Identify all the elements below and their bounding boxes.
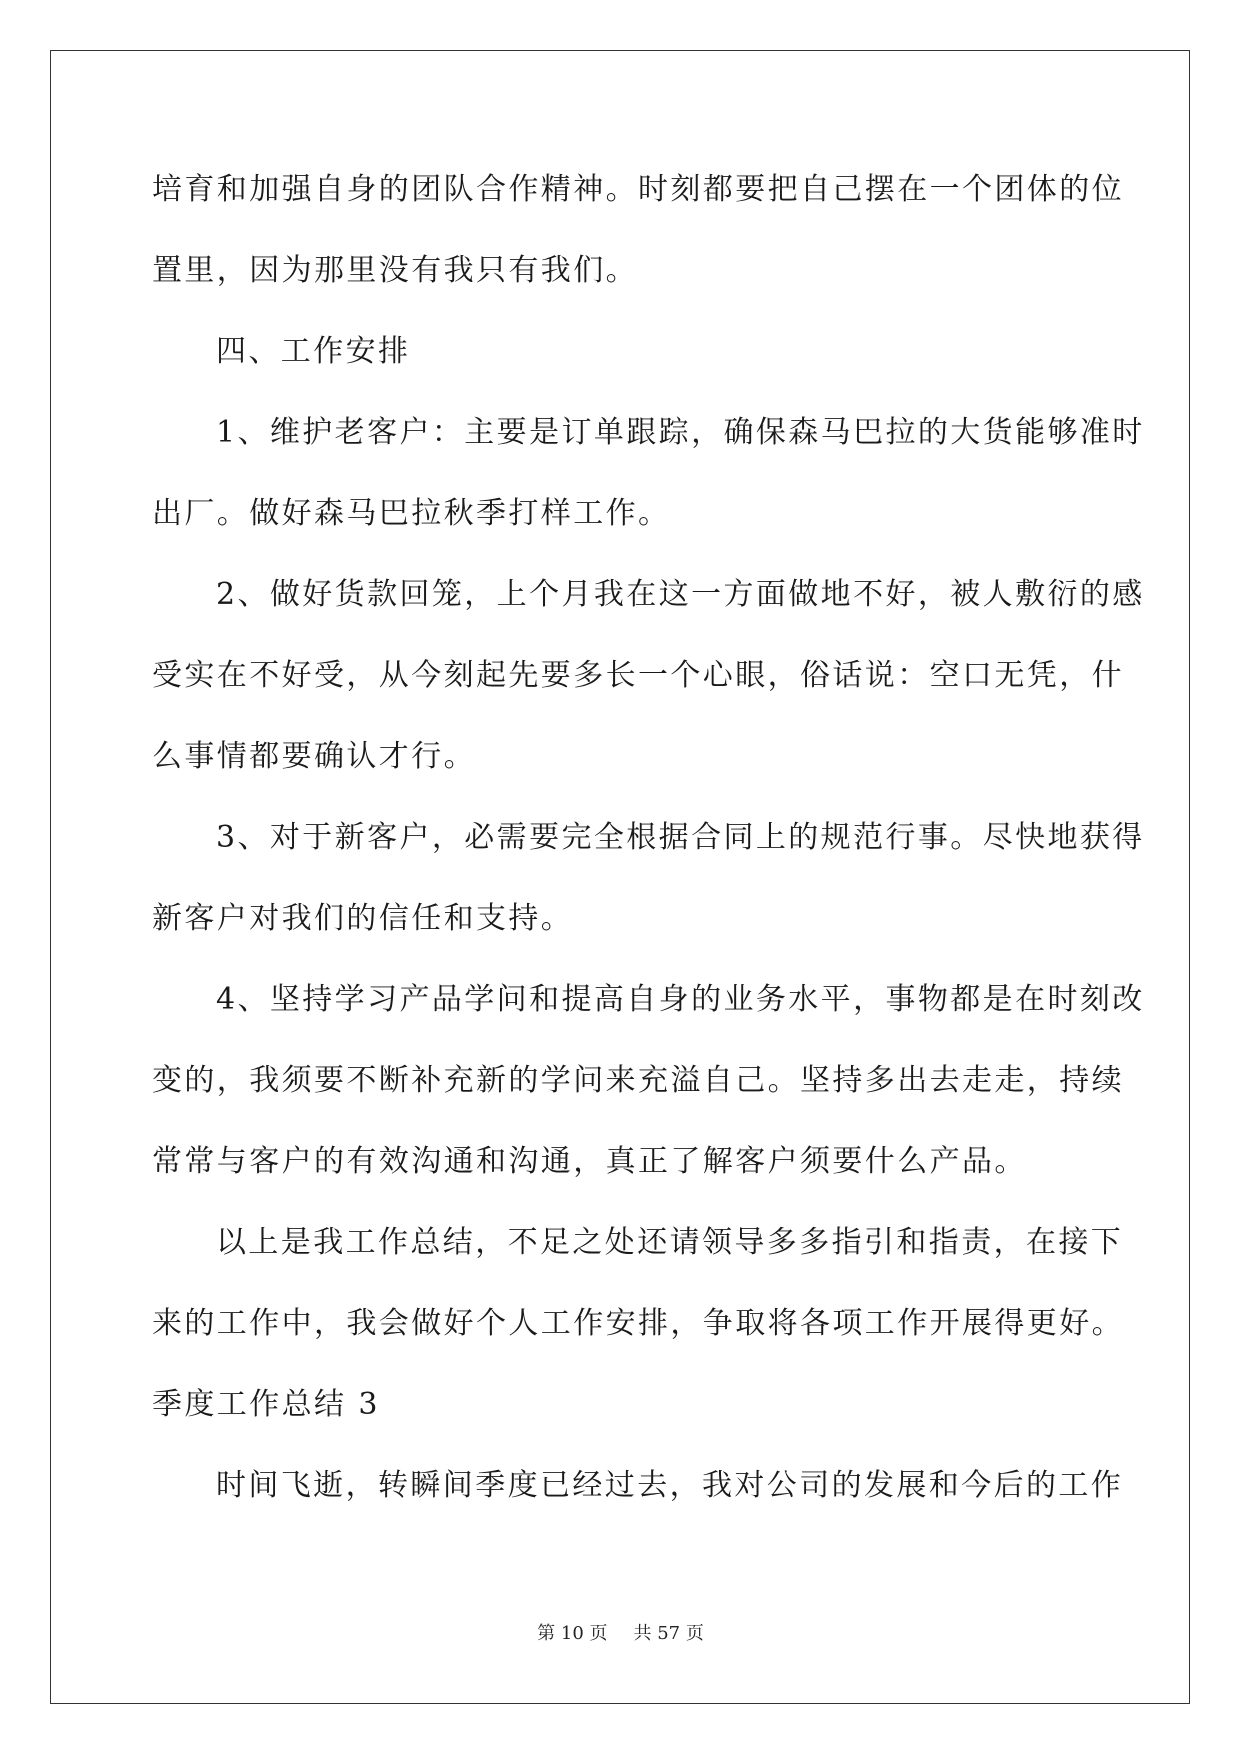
page-number: 第 10 页	[537, 1623, 608, 1644]
paragraph-line: 变的，我须要不断补充新的学问来充溢自己。坚持多出去走走，持续	[152, 1063, 1124, 1098]
paragraph-line: 出厂。做好森马巴拉秋季打样工作。	[152, 496, 671, 531]
paragraph-line: 来的工作中，我会做好个人工作安排，争取将各项工作开展得更好。	[152, 1306, 1124, 1341]
paragraph-line: 置里，因为那里没有我只有我们。	[152, 253, 638, 288]
paragraph-line: 4、坚持学习产品学问和提高自身的业务水平，事物都是在时刻改	[216, 982, 1145, 1017]
paragraph-line: 1、维护老客户：主要是订单跟踪，确保森马巴拉的大货能够准时	[216, 415, 1145, 450]
paragraph-line: 么事情都要确认才行。	[152, 739, 476, 774]
paragraph-line: 时间飞逝，转瞬间季度已经过去，我对公司的发展和今后的工作	[216, 1468, 1124, 1503]
page-total: 共 57 页	[633, 1623, 704, 1644]
paragraph-line: 以上是我工作总结，不足之处还请领导多多指引和指责，在接下	[216, 1225, 1124, 1260]
paragraph-line: 新客户对我们的信任和支持。	[152, 901, 574, 936]
paragraph-line: 3、对于新客户，必需要完全根据合同上的规范行事。尽快地获得	[216, 820, 1145, 855]
paragraph-line: 培育和加强自身的团队合作精神。时刻都要把自己摆在一个团体的位	[152, 172, 1124, 207]
section-title: 季度工作总结 3	[152, 1387, 380, 1422]
page-footer	[0, 1622, 1241, 1646]
section-heading: 四、工作安排	[216, 334, 411, 369]
document-body	[152, 160, 1145, 1537]
paragraph-line: 2、做好货款回笼，上个月我在这一方面做地不好，被人敷衍的感	[216, 577, 1145, 612]
paragraph-line: 受实在不好受，从今刻起先要多长一个心眼，俗话说：空口无凭，什	[152, 658, 1124, 693]
paragraph-line: 常常与客户的有效沟通和沟通，真正了解客户须要什么产品。	[152, 1144, 1027, 1179]
